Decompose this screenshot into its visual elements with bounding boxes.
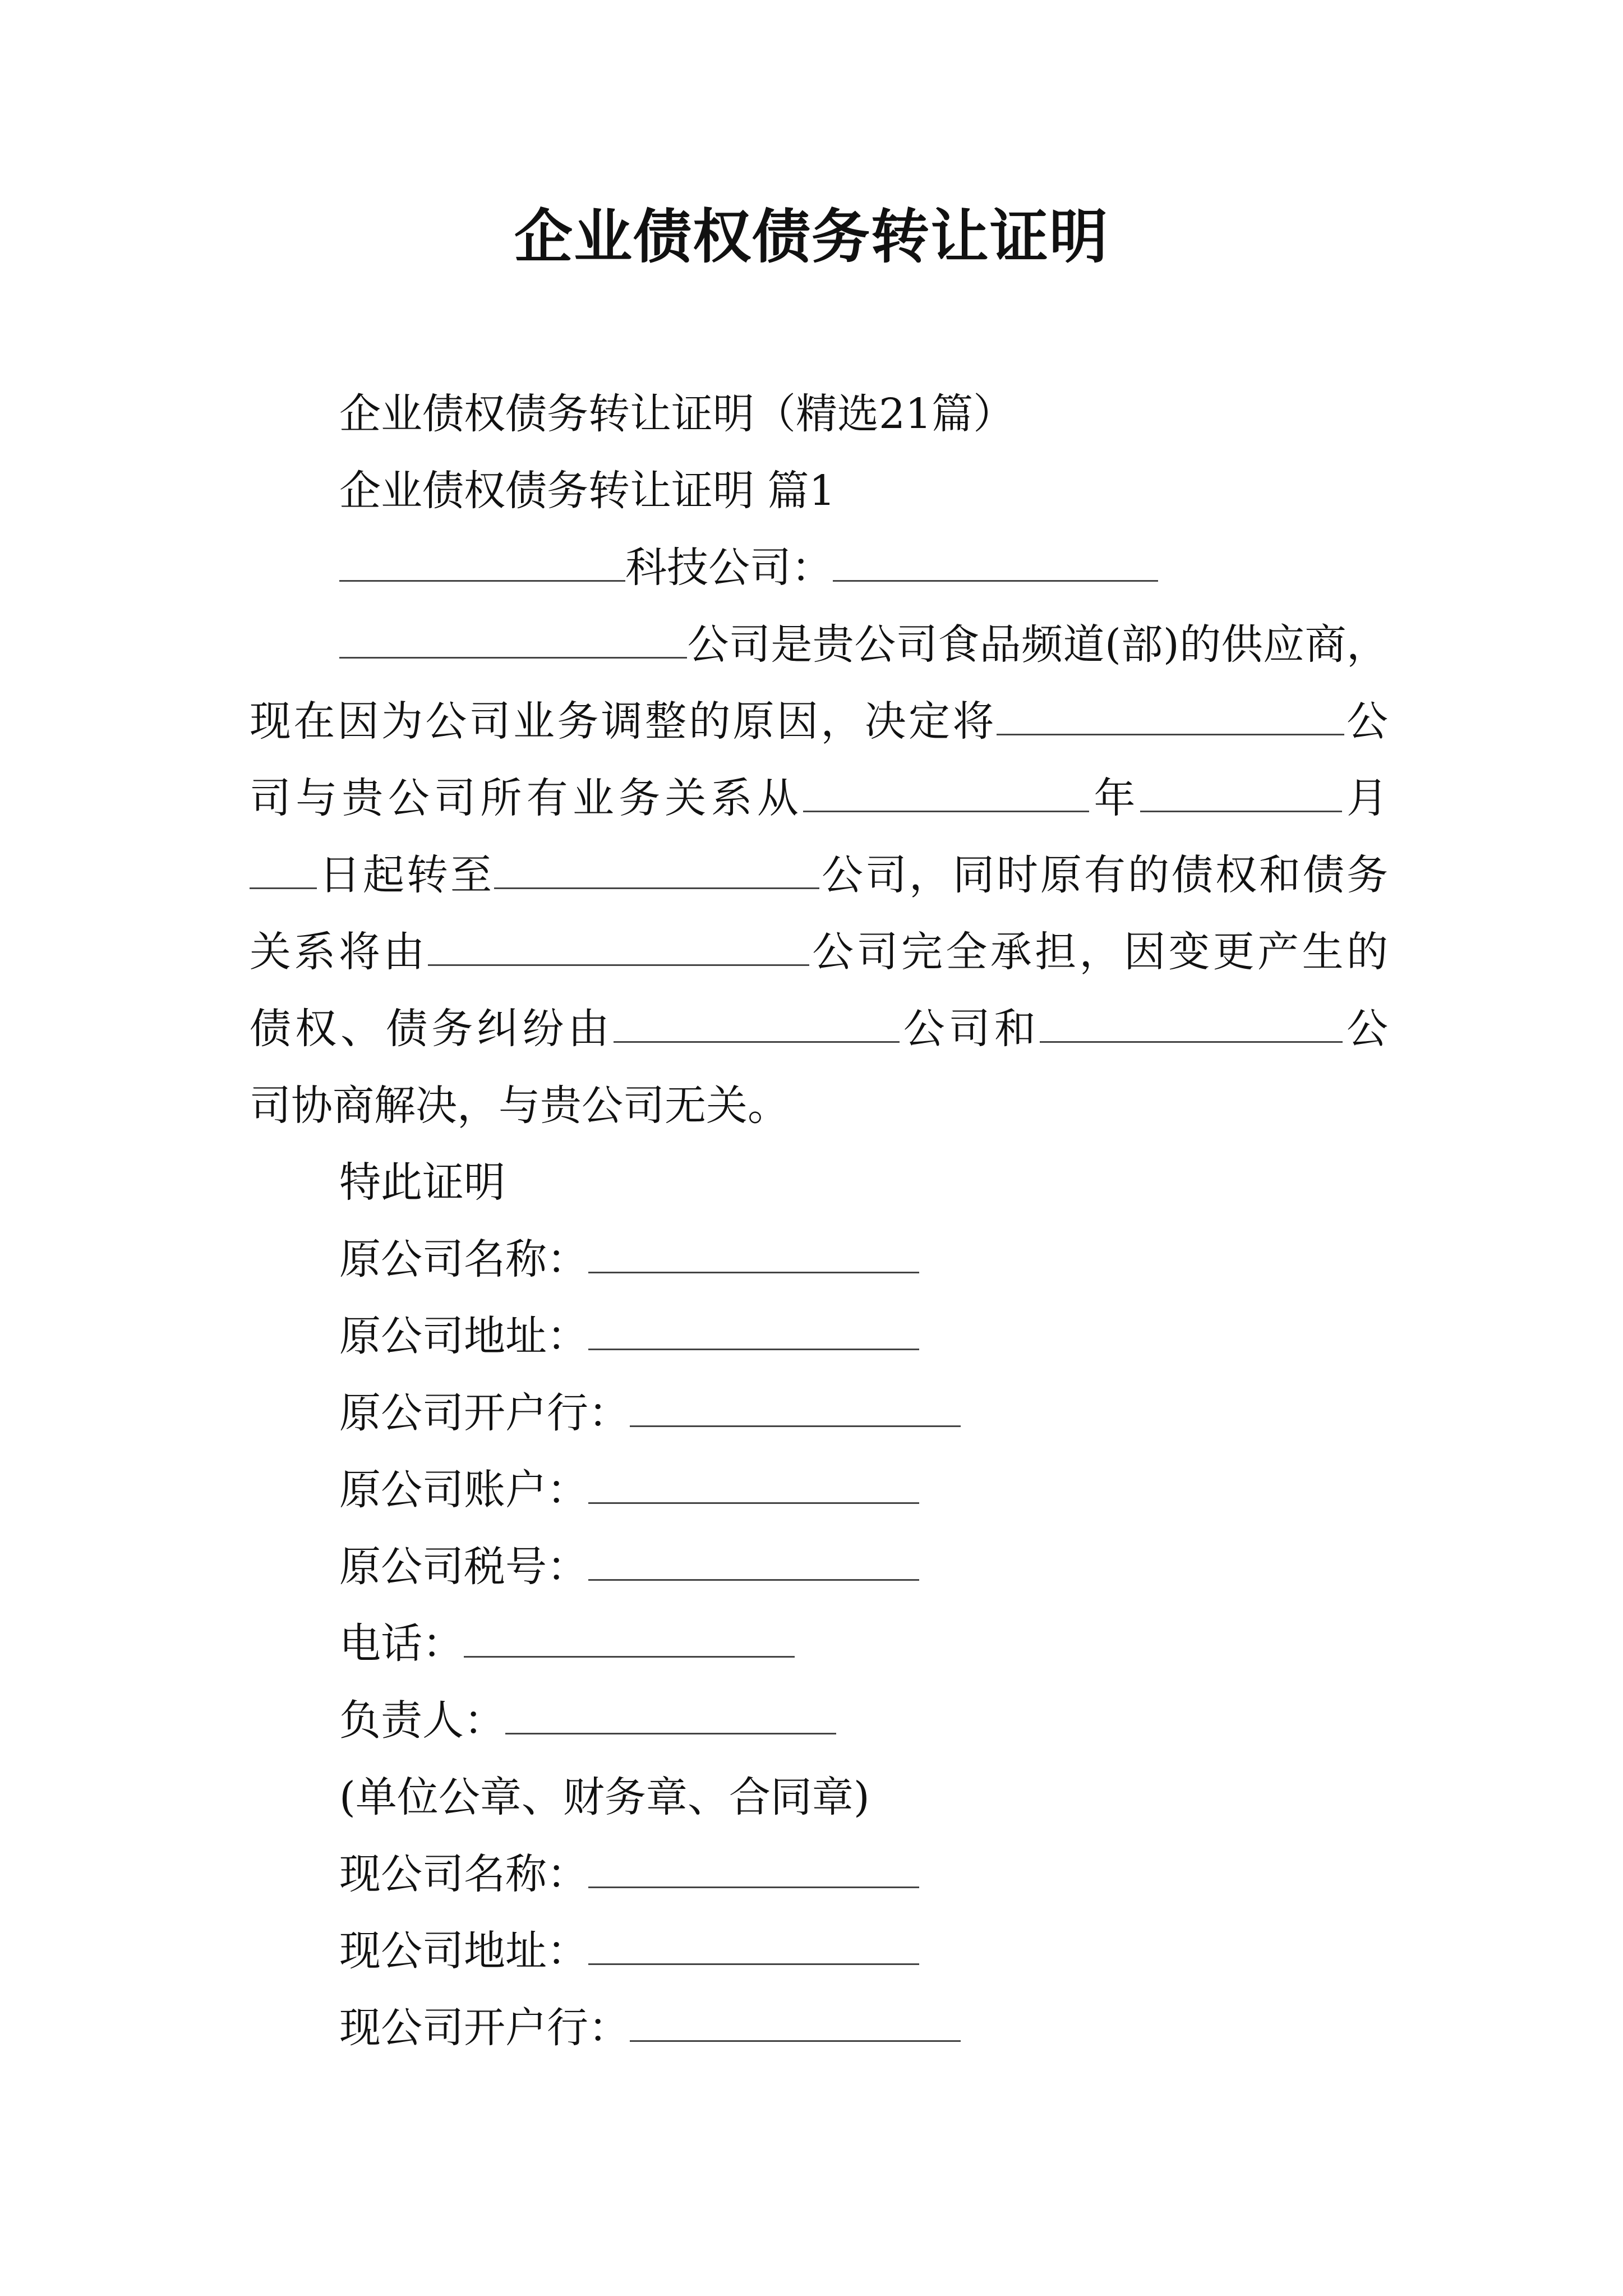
blank-party-a [614,1006,900,1043]
field-label: 原公司开户行： [339,1389,630,1437]
blank-month [1140,776,1342,812]
blank-new-address [588,1929,919,1965]
field-orig-name [250,1221,1388,1298]
document-body [250,376,1388,2067]
paragraph-text: 关系将由 [250,928,428,976]
paragraph-text: 司与贵公司所有业务关系从 [250,774,804,822]
paragraph-line-6 [250,991,1388,1068]
field-label: 原公司地址： [339,1312,588,1360]
subtitle: 企业债权债务转让证明（精选21篇） [339,390,1015,438]
paragraph-line-3 [250,760,1388,837]
field-manager [250,1682,1388,1759]
blank-manager [505,1698,836,1734]
field-orig-account [250,1452,1388,1529]
field-label: 原公司账户： [339,1466,588,1514]
paragraph-text: 公司是贵公司食品频道(部)的供应商， [687,620,1388,669]
document-title: 企业债权债务转让证明 [514,202,1109,271]
section-heading: 企业债权债务转让证明 篇1 [339,467,836,515]
paragraph-line-5 [250,914,1388,991]
blank-new-bank [630,2005,961,2042]
paragraph-line-1 [250,606,1388,683]
blank-phone [464,1621,795,1658]
field-new-bank [250,1990,1388,2067]
field-label: 原公司名称： [339,1235,588,1283]
salutation-suffix: 科技公司： [625,544,833,592]
paragraph-text: 公司完全承担，因变更产生的 [809,928,1389,976]
salutation-line [250,530,1388,606]
blank-orig-account [588,1467,919,1504]
blank-transfer-company [997,699,1344,735]
paragraph-text: 年 [1089,774,1140,822]
paragraph-text: 债权、债务纠纷由 [250,1005,614,1053]
blank-recipient-extra [833,545,1158,582]
seals-note: (单位公章、财务章、合同章) [339,1773,870,1821]
blank-year [803,776,1089,812]
paragraph-text: 现在因为公司业务调整的原因，决定将 [250,697,997,746]
field-label: 负责人： [339,1696,505,1745]
blank-new-company [494,853,819,889]
paragraph-text: 日起转至 [317,851,494,899]
paragraph-text: 公司和 [899,1005,1040,1053]
paragraph-text: 月 [1341,774,1389,822]
paragraph-line-4 [250,837,1388,914]
blank-orig-name [588,1237,919,1273]
field-label: 现公司名称： [339,1850,588,1898]
blank-orig-address [588,1314,919,1350]
blank-day [250,853,317,889]
blank-party-b [1040,1006,1343,1043]
field-label: 电话： [339,1619,464,1668]
closing-text: 特此证明 [339,1158,505,1207]
field-orig-address [250,1298,1388,1375]
field-label: 现公司开户行： [339,2004,630,2052]
blank-orig-tax [588,1544,919,1581]
blank-recipient-name [339,545,625,582]
blank-new-name [588,1852,919,1888]
blank-supplier-company [339,622,687,659]
paragraph-line-7: 司协商解决，与贵公司无关。 [250,1082,789,1130]
field-phone [250,1605,1388,1682]
field-orig-bank [250,1375,1388,1452]
field-orig-tax [250,1529,1388,1605]
field-label: 现公司地址： [339,1927,588,1975]
field-label: 原公司税号： [339,1543,588,1591]
blank-assuming-company [428,930,809,966]
paragraph-line-2 [250,683,1388,760]
paragraph-text: 公 [1342,1005,1389,1053]
paragraph-text: 公司，同时原有的债权和债务 [819,851,1388,899]
paragraph-text: 公 [1344,697,1389,746]
field-new-name [250,1836,1388,1913]
field-new-address [250,1913,1388,1990]
blank-orig-bank [630,1391,961,1427]
